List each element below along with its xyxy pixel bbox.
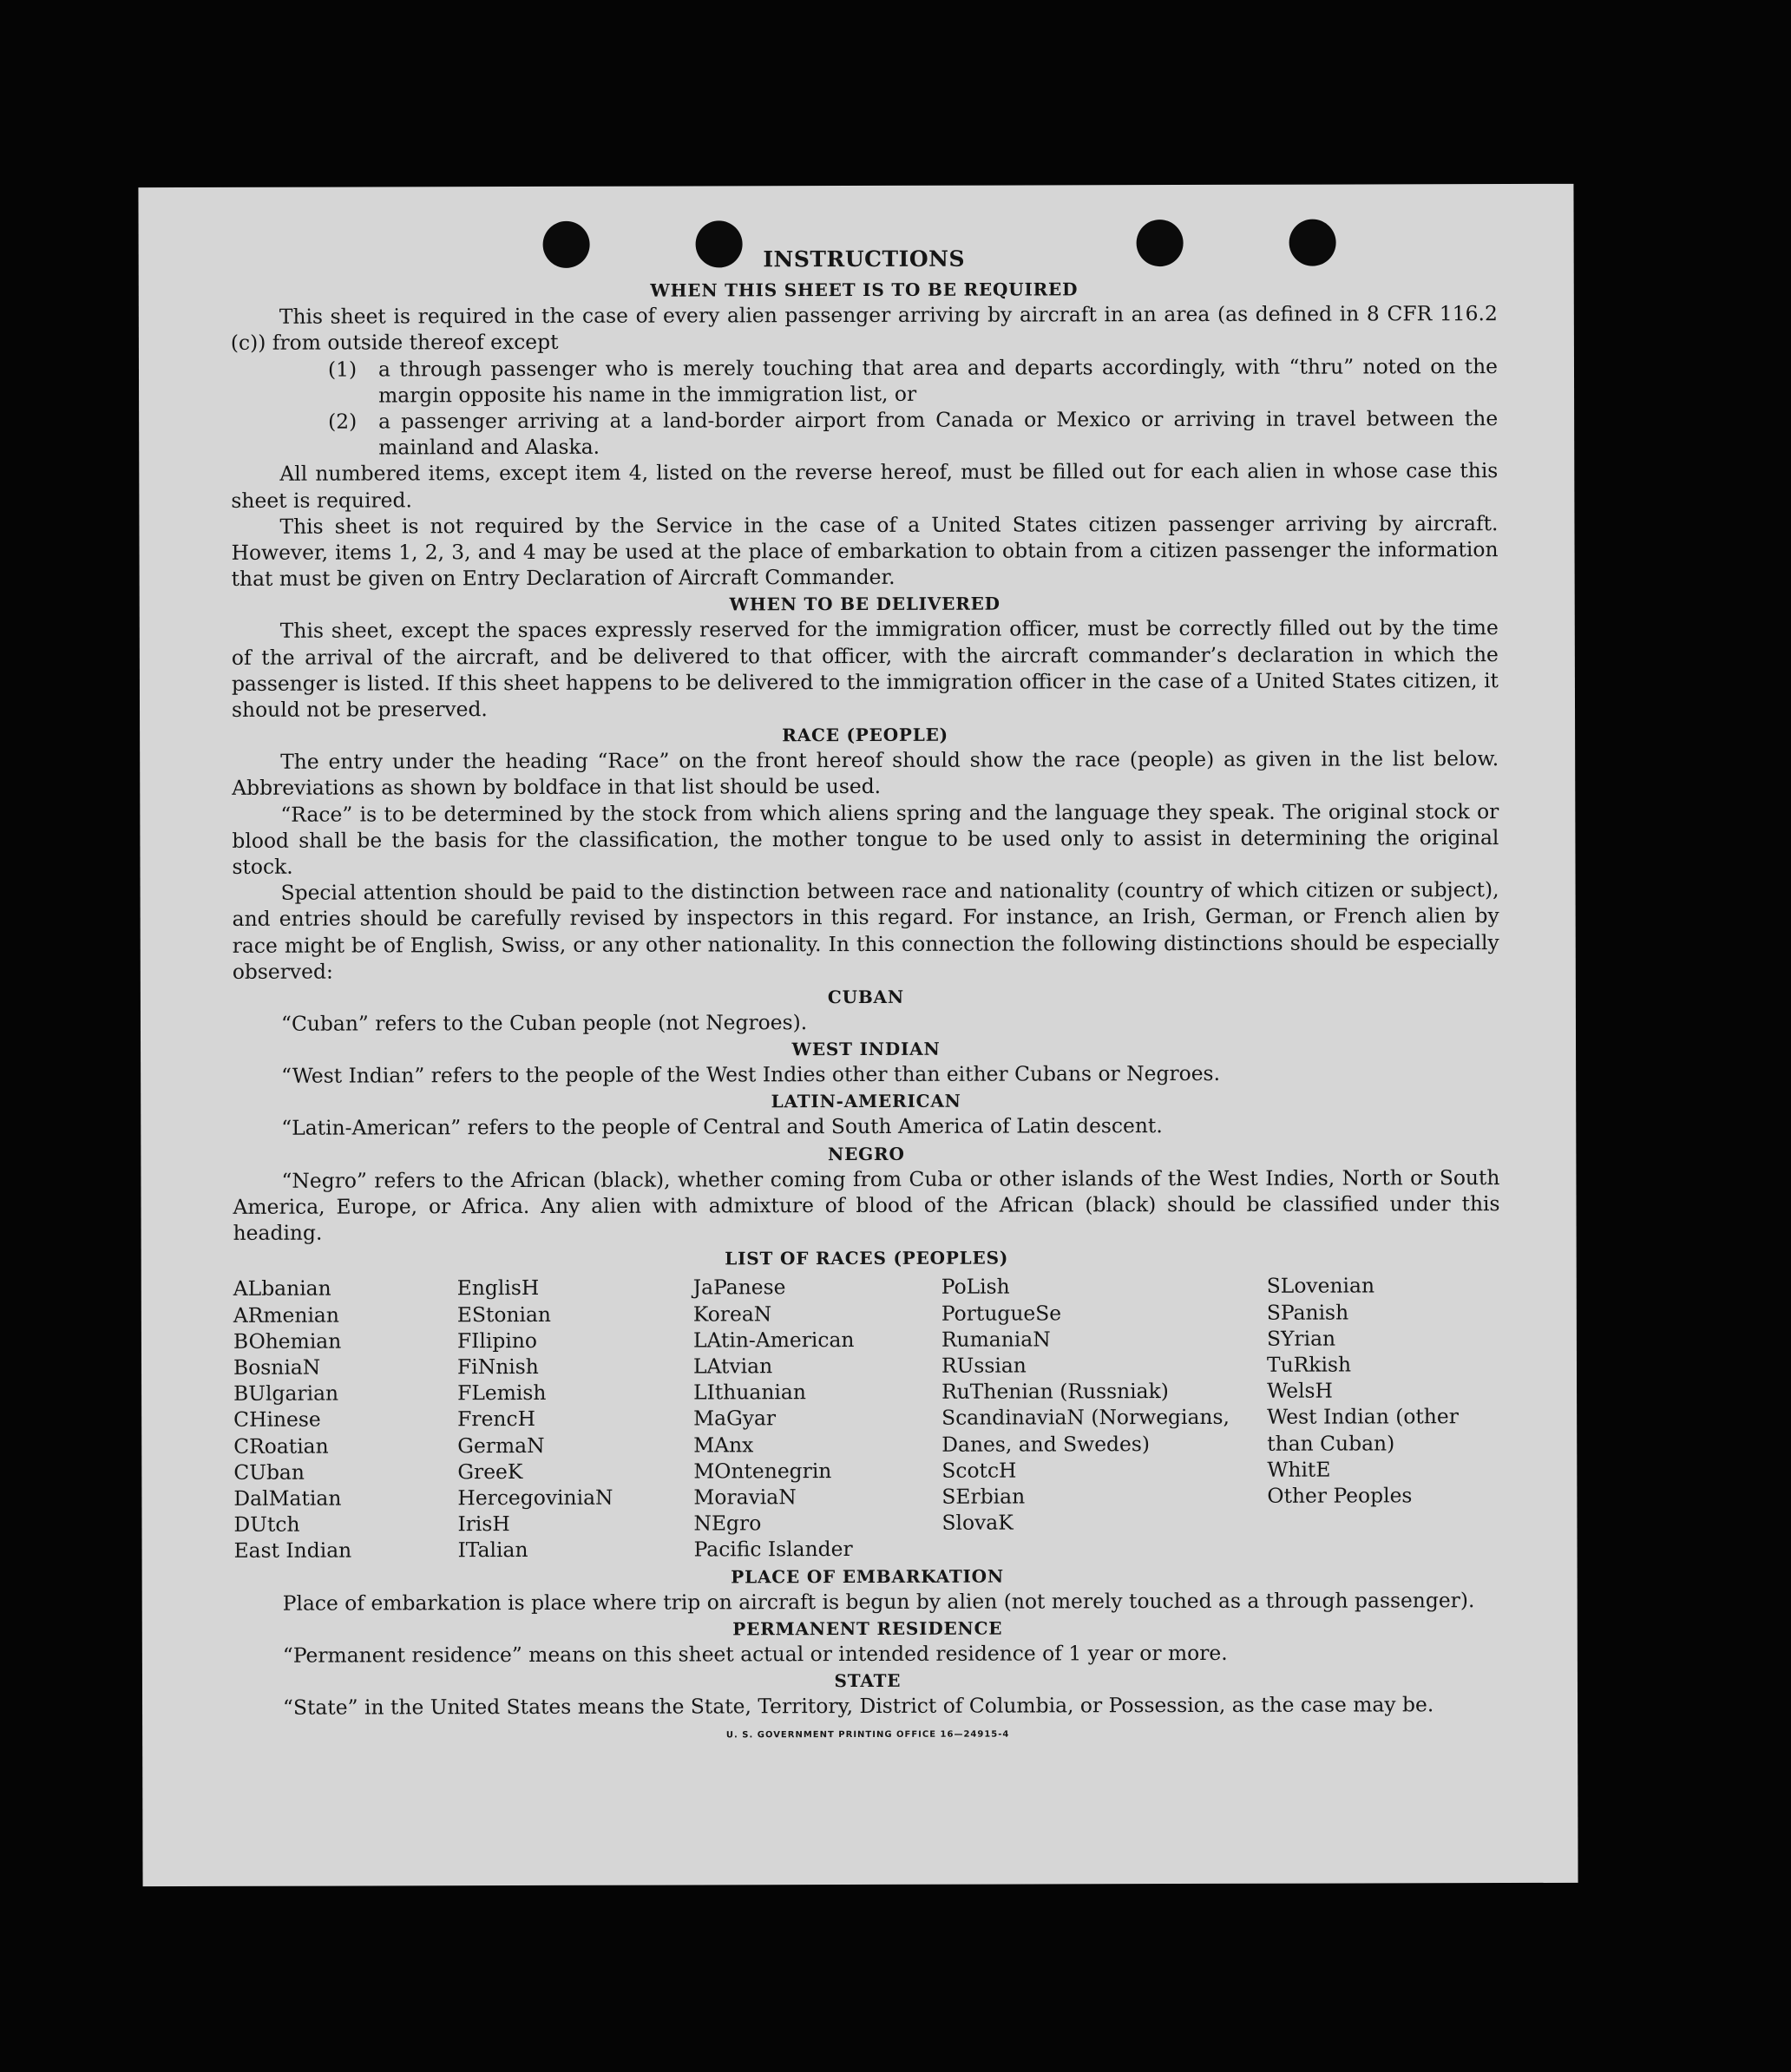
state-paragraph: “State” in the United States means the State, Territory, District of Columbia, or Possession, as the case may be. — [282, 1692, 1434, 1720]
cuban-paragraph: “Cuban” refers to the Cuban people (not Negroes). — [280, 1010, 808, 1036]
race-entry: CHinese — [233, 1406, 321, 1433]
race-entry: Pacific Islander — [693, 1537, 853, 1562]
when-required-heading: WHEN THIS SHEET IS TO BE REQUIRED — [650, 279, 1079, 301]
race-entry: WelsH — [1267, 1378, 1333, 1403]
races-column — [457, 1275, 694, 1564]
negro-heading: NEGRO — [827, 1143, 905, 1164]
latin-american-heading: LATIN-AMERICAN — [771, 1091, 961, 1112]
races-column — [233, 1275, 458, 1564]
exception-text: a passenger arriving at a land-border airport from Canada or Mexico or arriving in travel between the mainland and Alaska. — [378, 406, 1499, 460]
exception-number: (1) — [327, 357, 358, 382]
west-indian-heading: WEST INDIAN — [791, 1039, 941, 1060]
printer-footer: U. S. GOVERNMENT PRINTING OFFICE 16—24915-4 — [725, 1729, 1010, 1741]
document-sheet — [138, 184, 1578, 1886]
race-entry: DUtch — [233, 1511, 300, 1538]
race-entry: RumaniaN — [941, 1327, 1051, 1352]
page-title: INSTRUCTIONS — [763, 246, 966, 272]
citizen-paragraph: This sheet is not required by the Service in the case of a United States citizen passenger arriving by aircraft. However, items 1, 2, 3, and 4 may be used at the place of embarkation to obtain from a citizen passenger the information that must be given on Entry Declaration of Aircraft Commander. — [231, 510, 1499, 592]
race-entry: SErbian — [941, 1484, 1026, 1509]
race-entry: FrencH — [457, 1406, 536, 1432]
embarkation-paragraph: Place of embarkation is place where trip on aircraft is begun by alien (not merely touched as a through passenger). — [282, 1587, 1475, 1616]
race-entry: SLovenian — [1266, 1273, 1375, 1299]
race-paragraph: “Race” is to be determined by the stock from which aliens spring and the language they speak. The original stock or blood shall be the basis for the classification, the mother tongue to be used only to assist in determining the original stock. — [232, 798, 1499, 879]
race-entry: ScotcH — [941, 1458, 1017, 1483]
race-entry: SYrian — [1266, 1326, 1336, 1351]
race-entry: LAtin-American — [692, 1327, 855, 1353]
west-indian-paragraph: “West Indian” refers to the people of the West Indies other than either Cubans or Negroes. — [281, 1061, 1221, 1089]
race-entry: FIlipino — [456, 1328, 538, 1353]
race-entry: IrisH — [457, 1511, 510, 1537]
race-entry: NEgro — [693, 1511, 762, 1536]
when-required-paragraph: This sheet is required in the case of every alien passenger arriving by aircraft in an area (as defined in 8 CFR 116.2 (c)) from outside thereof except — [230, 301, 1498, 356]
race-entry: TuRkish — [1266, 1352, 1352, 1377]
race-entry: JaPanese — [692, 1275, 786, 1300]
exception-item-2 — [231, 405, 1498, 461]
race-entry: KoreaN — [692, 1301, 772, 1326]
race-entry: East Indian — [233, 1538, 352, 1564]
race-entry: BOhemian — [233, 1328, 342, 1354]
race-entry: RUssian — [941, 1353, 1027, 1378]
race-entry: West Indian (other than Cuban) — [1267, 1404, 1459, 1456]
race-entry: DalMatian — [233, 1485, 342, 1511]
race-entry: Other Peoples — [1267, 1483, 1413, 1508]
race-entry: MaGyar — [693, 1406, 777, 1431]
cuban-heading: CUBAN — [827, 986, 904, 1008]
races-column — [693, 1274, 942, 1563]
instructions-body — [231, 245, 1502, 1750]
race-entry: PortugueSe — [941, 1300, 1062, 1326]
negro-paragraph: “Negro” refers to the African (black), whether coming from Cuba or other islands of the West Indies, North or South America, Europe, or Africa. Any alien with admixture of blood of the African (black) should be classified under this heading. — [233, 1164, 1500, 1245]
race-entry: ITalian — [457, 1538, 528, 1563]
list-of-races-heading: LIST OF RACES (PEOPLES) — [725, 1247, 1009, 1269]
embarkation-heading: PLACE OF EMBARKATION — [731, 1565, 1005, 1587]
race-entry: GreeK — [457, 1459, 523, 1484]
races-column — [941, 1273, 1268, 1562]
race-entry: RuThenian (Russniak) — [941, 1379, 1169, 1404]
when-delivered-heading: WHEN TO BE DELIVERED — [729, 593, 1000, 615]
numbered-items-paragraph: All numbered items, except item 4, listed on the reverse hereof, must be filled out for each alien in whose case this sheet is required. — [231, 458, 1499, 513]
race-entry: CUban — [233, 1459, 305, 1485]
race-entry: MoraviaN — [693, 1485, 797, 1510]
exception-item-1 — [231, 353, 1498, 409]
race-entry: EStonian — [456, 1302, 552, 1327]
race-entry: SlovaK — [941, 1510, 1014, 1535]
race-entry: MOntenegrin — [693, 1458, 832, 1484]
race-entry: MAnx — [693, 1432, 754, 1458]
race-heading: RACE (PEOPLE) — [782, 724, 948, 746]
exception-number: (2) — [328, 409, 358, 434]
residence-paragraph: “Permanent residence” means on this sheet actual or intended residence of 1 year or more. — [282, 1640, 1228, 1668]
race-entry: CRoatian — [233, 1433, 329, 1459]
races-list — [233, 1272, 1501, 1564]
residence-heading: PERMANENT RESIDENCE — [732, 1617, 1003, 1640]
race-entry: ALbanian — [233, 1275, 331, 1302]
exception-text: a through passenger who is merely touching that area and departs accordingly, with “thru” noted on the margin opposite his name in the immigration list, or — [377, 353, 1499, 408]
race-entry: BosniaN — [233, 1354, 321, 1380]
race-entry: LAtvian — [692, 1354, 773, 1379]
race-entry: ScandinaviaN (Norwegians, Danes, and Swedes) — [941, 1405, 1230, 1457]
state-heading: STATE — [834, 1669, 902, 1692]
race-paragraph: The entry under the heading “Race” on the front hereof should show the race (people) as given in the list below. Abbreviations as shown by boldface in that list should be used. — [232, 746, 1499, 801]
race-entry: FiNnish — [456, 1354, 539, 1380]
races-column — [1267, 1272, 1500, 1561]
race-entry: FLemish — [457, 1380, 547, 1406]
race-entry: ARmenian — [233, 1302, 339, 1328]
race-entry: GermaN — [457, 1433, 545, 1458]
race-entry: LIthuanian — [693, 1380, 806, 1405]
race-entry: HercegoviniaN — [457, 1485, 613, 1511]
race-entry: PoLish — [941, 1274, 1010, 1300]
when-delivered-paragraph: This sheet, except the spaces expressly reserved for the immigration officer, must be correctly filled out by the time of the arrival of the aircraft, and be delivered to that officer, with the aircraft commander’s declaration in which the passenger is listed. If this sheet happens to be delivered to the immigration officer in the case of a United States citizen, it should not be preserved. — [231, 615, 1499, 722]
race-entry: BUlgarian — [233, 1380, 339, 1406]
race-entry: SPanish — [1266, 1300, 1349, 1325]
race-entry: EnglisH — [456, 1275, 540, 1301]
race-paragraph: Special attention should be paid to the distinction between race and nationality (country of which citizen or subject), and entries should be carefully revised by inspectors in this regard. For instance, an Irish, German, or French alien by race might be of English, Swiss, or any other nationality. In this connection the following distinctions should be especially observed: — [232, 877, 1499, 984]
race-entry: WhitE — [1267, 1457, 1331, 1482]
latin-american-paragraph: “Latin-American” refers to the people of Central and South America of Latin descent. — [281, 1113, 1163, 1141]
